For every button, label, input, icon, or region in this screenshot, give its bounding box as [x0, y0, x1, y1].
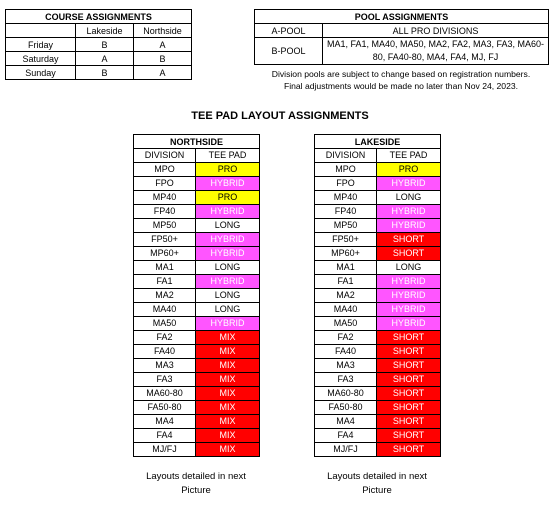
division-cell: MA2 — [134, 289, 196, 303]
tee-pad-cell: LONG — [196, 219, 260, 233]
division-cell: MPO — [315, 163, 377, 177]
division-cell: MA50 — [134, 317, 196, 331]
tee-pad-cell: SHORT — [377, 345, 441, 359]
northside-division-row — [134, 359, 260, 373]
lakeside-division-row — [315, 177, 441, 191]
northside-division-row — [134, 443, 260, 457]
division-cell: FA3 — [315, 373, 377, 387]
lakeside-division-row — [315, 429, 441, 443]
tee-pad-cell: SHORT — [377, 247, 441, 261]
division-cell: MPO — [134, 163, 196, 177]
tee-pad-cell: LONG — [196, 289, 260, 303]
lakeside-title: LAKESIDE — [315, 135, 441, 149]
northside-division-row — [134, 415, 260, 429]
northside-division-row — [134, 401, 260, 415]
division-cell: FP50+ — [315, 233, 377, 247]
lakeside-division-row — [315, 261, 441, 275]
lakeside-footer-line1: Layouts detailed in next — [327, 471, 427, 482]
lakeside-division-row — [315, 345, 441, 359]
division-cell: FA3 — [134, 373, 196, 387]
northside-rows — [134, 163, 260, 457]
northside-division-row — [134, 219, 260, 233]
tee-pad-cell: SHORT — [377, 415, 441, 429]
division-cell: MA3 — [134, 359, 196, 373]
tee-pad-cell: SHORT — [377, 401, 441, 415]
northside-division-row — [134, 205, 260, 219]
tee-pad-cell: SHORT — [377, 443, 441, 457]
tee-pad-cell: MIX — [196, 429, 260, 443]
northside-division-row — [134, 163, 260, 177]
tee-pad-cell: PRO — [196, 191, 260, 205]
course-northside-value: B — [134, 52, 192, 66]
tee-pad-cell: HYBRID — [377, 303, 441, 317]
lakeside-col-teepad: TEE PAD — [377, 149, 441, 163]
northside-col-division: DIVISION — [134, 149, 196, 163]
tee-pad-cell: MIX — [196, 443, 260, 457]
tee-pad-cell: SHORT — [377, 373, 441, 387]
northside-division-row — [134, 373, 260, 387]
tee-pad-cell: HYBRID — [196, 275, 260, 289]
division-cell: MA60-80 — [134, 387, 196, 401]
course-row — [6, 52, 192, 66]
tee-pad-cell: MIX — [196, 331, 260, 345]
division-cell: MP60+ — [134, 247, 196, 261]
lakeside-division-row — [315, 387, 441, 401]
northside-title: NORTHSIDE — [134, 135, 260, 149]
lakeside-division-row — [315, 219, 441, 233]
lakeside-division-row — [315, 205, 441, 219]
division-cell: MA60-80 — [315, 387, 377, 401]
lakeside-footer-line2: Picture — [362, 485, 392, 496]
tee-pad-cell: HYBRID — [196, 177, 260, 191]
division-cell: FA2 — [315, 331, 377, 345]
division-cell: MA2 — [315, 289, 377, 303]
pool-note-line2: Final adjustments would be made no later than Nov 24, 2023. — [283, 81, 519, 91]
lakeside-division-row — [315, 443, 441, 457]
course-col-northside: Northside — [134, 24, 192, 38]
lakeside-division-row — [315, 331, 441, 345]
course-assignments-table — [5, 9, 192, 80]
division-cell: FA40 — [134, 345, 196, 359]
division-cell: MP50 — [315, 219, 377, 233]
course-col-blank — [6, 24, 76, 38]
division-cell: MP40 — [315, 191, 377, 205]
division-cell: FA1 — [134, 275, 196, 289]
division-cell: FP50+ — [134, 233, 196, 247]
course-header-row — [6, 24, 192, 38]
division-cell: MA3 — [315, 359, 377, 373]
lakeside-division-row — [315, 233, 441, 247]
northside-col-teepad: TEE PAD — [196, 149, 260, 163]
division-cell: MA1 — [134, 261, 196, 275]
tee-pad-cell: SHORT — [377, 233, 441, 247]
northside-header-row — [134, 149, 260, 163]
course-day: Sunday — [6, 66, 76, 80]
tee-pad-cell: HYBRID — [196, 233, 260, 247]
division-cell: MA40 — [315, 303, 377, 317]
pool-a-value: ALL PRO DIVISIONS — [323, 24, 549, 38]
tee-pad-cell: SHORT — [377, 331, 441, 345]
division-cell: MA1 — [315, 261, 377, 275]
lakeside-header-row — [315, 149, 441, 163]
pool-b-label: B-POOL — [255, 38, 323, 65]
course-lakeside-value: B — [76, 66, 134, 80]
division-cell: FA40 — [315, 345, 377, 359]
northside-division-row — [134, 345, 260, 359]
northside-division-row — [134, 303, 260, 317]
course-lakeside-value: A — [76, 52, 134, 66]
course-col-lakeside: Lakeside — [76, 24, 134, 38]
northside-footer — [133, 470, 259, 498]
course-lakeside-value: B — [76, 38, 134, 52]
tee-pad-cell: LONG — [196, 261, 260, 275]
tee-pad-cell: HYBRID — [377, 289, 441, 303]
lakeside-division-row — [315, 163, 441, 177]
pool-note-line1: Division pools are subject to change based on registration numbers. — [271, 69, 531, 79]
tee-pad-cell: MIX — [196, 345, 260, 359]
course-row — [6, 66, 192, 80]
tee-pad-cell: HYBRID — [377, 205, 441, 219]
course-day: Friday — [6, 38, 76, 52]
tee-pad-cell: PRO — [196, 163, 260, 177]
course-row — [6, 38, 192, 52]
division-cell: MA4 — [134, 415, 196, 429]
division-cell: MP50 — [134, 219, 196, 233]
division-cell: FPO — [315, 177, 377, 191]
northside-division-row — [134, 177, 260, 191]
division-cell: FA4 — [315, 429, 377, 443]
lakeside-division-row — [315, 191, 441, 205]
northside-division-row — [134, 191, 260, 205]
pool-a-label: A-POOL — [255, 24, 323, 38]
division-cell: FA2 — [134, 331, 196, 345]
northside-division-row — [134, 247, 260, 261]
tee-pad-cell: HYBRID — [377, 177, 441, 191]
lakeside-division-row — [315, 289, 441, 303]
tee-pad-cell: MIX — [196, 401, 260, 415]
tee-pad-cell: LONG — [377, 191, 441, 205]
pool-assignments-table — [254, 9, 549, 65]
lakeside-division-row — [315, 247, 441, 261]
division-cell: MJ/FJ — [134, 443, 196, 457]
tee-pad-cell: HYBRID — [377, 317, 441, 331]
tee-pad-cell: MIX — [196, 387, 260, 401]
division-cell: FP40 — [315, 205, 377, 219]
course-day: Saturday — [6, 52, 76, 66]
northside-footer-line2: Picture — [181, 485, 211, 496]
division-cell: MA50 — [315, 317, 377, 331]
lakeside-footer — [314, 470, 440, 498]
division-cell: FA1 — [315, 275, 377, 289]
northside-division-row — [134, 289, 260, 303]
northside-division-row — [134, 331, 260, 345]
division-cell: MJ/FJ — [315, 443, 377, 457]
lakeside-division-row — [315, 373, 441, 387]
northside-division-row — [134, 233, 260, 247]
northside-division-row — [134, 429, 260, 443]
lakeside-division-row — [315, 359, 441, 373]
tee-pad-cell: HYBRID — [196, 205, 260, 219]
tee-pad-cell: MIX — [196, 359, 260, 373]
division-cell: MA4 — [315, 415, 377, 429]
lakeside-division-row — [315, 275, 441, 289]
lakeside-division-row — [315, 303, 441, 317]
tee-pad-cell: MIX — [196, 373, 260, 387]
division-cell: MP60+ — [315, 247, 377, 261]
northside-tee-table — [133, 134, 260, 457]
pool-b-value: MA1, FA1, MA40, MA50, MA2, FA2, MA3, FA3, MA60-80, FA40-80, MA4, FA4, MJ, FJ — [323, 38, 549, 65]
course-northside-value: A — [134, 66, 192, 80]
lakeside-rows — [315, 163, 441, 457]
tee-pad-layout-title: TEE PAD LAYOUT ASSIGNMENTS — [191, 110, 369, 122]
division-cell: MA40 — [134, 303, 196, 317]
tee-pad-cell: HYBRID — [377, 275, 441, 289]
northside-division-row — [134, 387, 260, 401]
tee-pad-cell: HYBRID — [196, 317, 260, 331]
northside-footer-line1: Layouts detailed in next — [146, 471, 246, 482]
tee-pad-cell: MIX — [196, 415, 260, 429]
course-assignments-title: COURSE ASSIGNMENTS — [6, 10, 192, 24]
division-cell: FA50-80 — [315, 401, 377, 415]
northside-division-row — [134, 275, 260, 289]
tee-pad-cell: LONG — [196, 303, 260, 317]
tee-pad-cell: HYBRID — [196, 247, 260, 261]
division-cell: FA4 — [134, 429, 196, 443]
pool-assignments-title: POOL ASSIGNMENTS — [255, 10, 549, 24]
tee-pad-cell: SHORT — [377, 429, 441, 443]
pool-row — [255, 24, 549, 38]
division-cell: FP40 — [134, 205, 196, 219]
lakeside-tee-table — [314, 134, 441, 457]
pool-row — [255, 38, 549, 65]
lakeside-col-division: DIVISION — [315, 149, 377, 163]
tee-pad-cell: PRO — [377, 163, 441, 177]
tee-pad-cell: SHORT — [377, 387, 441, 401]
tee-pad-cell: HYBRID — [377, 219, 441, 233]
northside-division-row — [134, 317, 260, 331]
tee-pad-cell: SHORT — [377, 359, 441, 373]
lakeside-division-row — [315, 415, 441, 429]
lakeside-division-row — [315, 317, 441, 331]
course-northside-value: A — [134, 38, 192, 52]
division-cell: FPO — [134, 177, 196, 191]
lakeside-division-row — [315, 401, 441, 415]
division-cell: MP40 — [134, 191, 196, 205]
division-cell: FA50-80 — [134, 401, 196, 415]
northside-division-row — [134, 261, 260, 275]
tee-pad-cell: LONG — [377, 261, 441, 275]
